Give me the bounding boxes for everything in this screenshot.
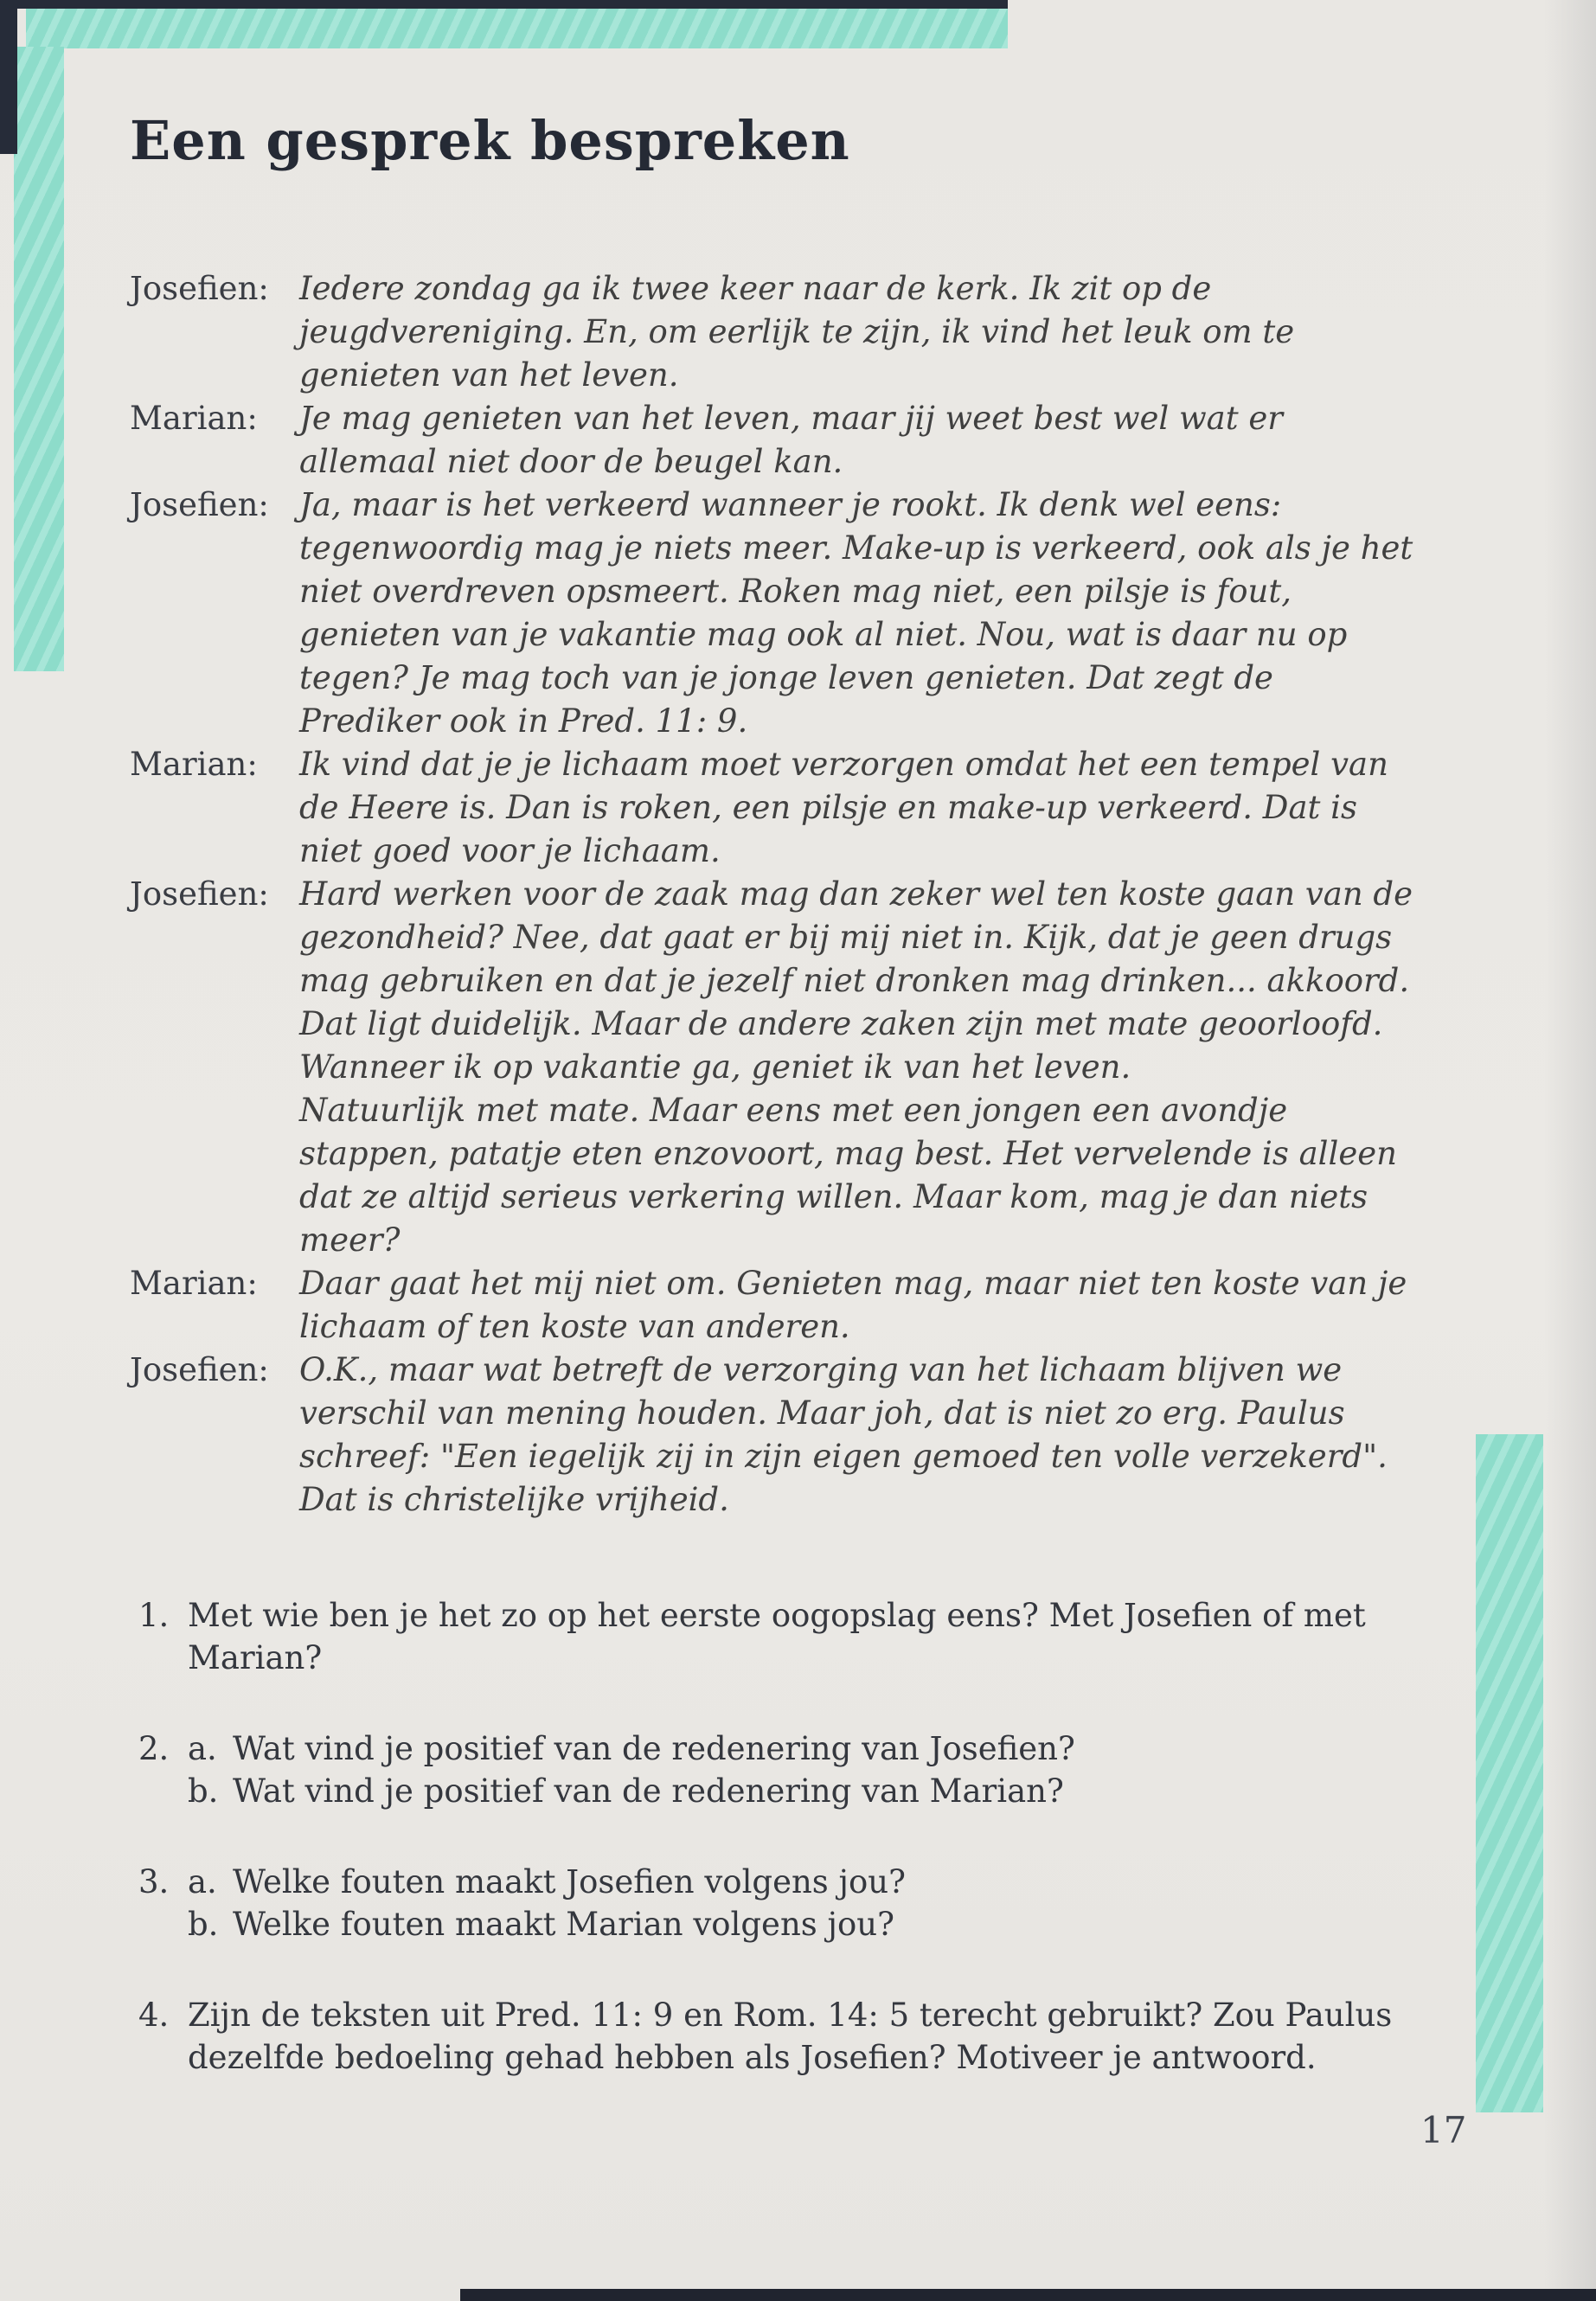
question-text: Wat vind je positief van de redenering van Josefien?	[233, 1730, 1075, 1767]
questions-section	[138, 1594, 1453, 2079]
question-body	[188, 1727, 1453, 1812]
speaker-label: Marian:	[130, 746, 258, 783]
question-body	[188, 1994, 1453, 2079]
speaker-label: Marian:	[130, 1265, 258, 1302]
speaker-label: Josefien:	[130, 1351, 269, 1388]
teal-top-band	[26, 7, 1008, 48]
speaker-label	[130, 1089, 299, 1262]
dialogue-text: Ik vind dat je je lichaam moet verzorgen omdat het een tempel van de Heere is. Dan is roken, een pilsje en make-up verkeerd. Dat is niet goed voor je lichaam.	[299, 746, 1388, 869]
dark-left-edge	[0, 0, 17, 154]
question-item	[138, 1861, 1453, 1945]
right-edge-shadow	[1544, 0, 1596, 2301]
dark-bottom-bar	[460, 2289, 1596, 2301]
question-part-label: a.	[188, 1730, 217, 1767]
question-number: 3.	[138, 1863, 170, 1900]
question-part	[188, 1770, 1453, 1812]
question-text: Welke fouten maakt Marian volgens jou?	[233, 1906, 894, 1943]
page-number: 17	[1420, 2109, 1467, 2151]
speaker-label: Marian:	[130, 400, 258, 437]
dialogue-text: Natuurlijk met mate. Maar eens met een jongen een avondje stappen, patatje eten enzovoort, mag best. Het vervelende is alleen dat ze altijd serieus verkering willen. Maar kom, mag je dan niets meer?	[299, 1092, 1397, 1259]
question-part-label: a.	[188, 1863, 217, 1900]
teal-left-band	[14, 47, 64, 671]
dialogue-turn	[130, 1262, 1423, 1349]
dialogue-turn	[130, 267, 1423, 397]
question-part	[188, 1903, 1453, 1945]
dialogue-turn	[130, 743, 1423, 873]
question-body	[188, 1861, 1453, 1945]
dialogue-section	[130, 267, 1423, 1522]
dialogue-text: Je mag genieten van het leven, maar jij weet best wel wat er allemaal niet door de beugel kan.	[299, 400, 1283, 480]
question-number: 2.	[138, 1730, 170, 1767]
question-number: 4.	[138, 1997, 170, 2034]
question-text: Wat vind je positief van de redenering van Marian?	[233, 1772, 1064, 1810]
speaker-label: Josefien:	[130, 270, 269, 307]
page-title: Een gesprek bespreken	[130, 109, 850, 172]
dialogue-turn-continuation	[130, 1089, 1423, 1262]
dialogue-text: Iedere zondag ga ik twee keer naar de kerk. Ik zit op de jeugdvereniging. En, om eerlijk te zijn, ik vind het leuk om te genieten van het leven.	[299, 270, 1295, 394]
question-part	[188, 1594, 1453, 1679]
dialogue-text: Ja, maar is het verkeerd wanneer je rookt. Ik denk wel eens: tegenwoordig mag je niets meer. Make-up is verkeerd, ook als je het niet overdreven opsmeert. Roken mag niet, een pilsje is fout, genieten van je vakantie mag ook al niet. Nou, wat is daar nu op tegen? Je mag toch van je jonge leven genieten. Dat zegt de Prediker ook in Pred. 11: 9.	[299, 486, 1413, 740]
question-body	[188, 1594, 1453, 1679]
question-part	[188, 1994, 1453, 2079]
speaker-label: Josefien:	[130, 486, 269, 523]
question-text: Met wie ben je het zo op het eerste oogopslag eens? Met Josefien of met Marian?	[188, 1597, 1366, 1676]
question-text: Welke fouten maakt Josefien volgens jou?	[233, 1863, 906, 1900]
dialogue-turn	[130, 397, 1423, 484]
dark-top-edge	[0, 0, 1008, 9]
question-part	[188, 1727, 1453, 1770]
question-part	[188, 1861, 1453, 1903]
question-number: 1.	[138, 1597, 170, 1634]
question-item	[138, 1994, 1453, 2079]
speaker-label: Josefien:	[130, 875, 269, 913]
dialogue-text: O.K., maar wat betreft de verzorging van het lichaam blijven we verschil van mening houden. Maar joh, dat is niet zo erg. Paulus schreef: "Een iegelijk zij in zijn eigen gemoed ten volle verzekerd". Dat is christelijke vrijheid.	[299, 1351, 1388, 1518]
question-text: Zijn de teksten uit Pred. 11: 9 en Rom. 14: 5 terecht gebruikt? Zou Paulus dezelfde bedoeling gehad hebben als Josefien? Motiveer je antwoord.	[188, 1997, 1393, 2076]
question-part-label: b.	[188, 1772, 219, 1810]
dialogue-turn	[130, 1349, 1423, 1522]
dialogue-text: Daar gaat het mij niet om. Genieten mag, maar niet ten koste van je lichaam of ten koste van anderen.	[299, 1265, 1407, 1345]
teal-right-band	[1476, 1434, 1543, 2112]
question-part-label: b.	[188, 1906, 219, 1943]
dialogue-text: Hard werken voor de zaak mag dan zeker wel ten koste gaan van de gezondheid? Nee, dat gaat er bij mij niet in. Kijk, dat je geen drugs mag gebruiken en dat je jezelf niet dronken mag drinken... akkoord. Dat ligt duidelijk. Maar de andere zaken zijn met mate geoorloofd. Wanneer ik op vakantie ga, geniet ik van het leven.	[299, 875, 1413, 1086]
question-item	[138, 1727, 1453, 1812]
dialogue-turn	[130, 484, 1423, 743]
question-item	[138, 1594, 1453, 1679]
dialogue-turn	[130, 873, 1423, 1089]
